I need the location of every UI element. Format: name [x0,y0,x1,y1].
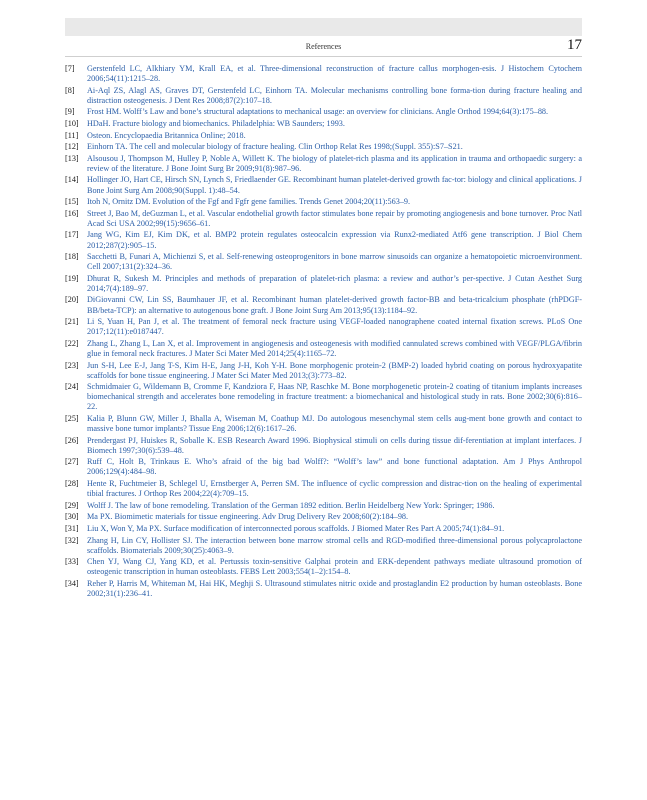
reference-number: [32] [65,535,79,545]
reference-link[interactable]: Zhang L, Zhang L, Lan X, et al. Improvement in angiogenesis and osteogenesis with modified cannulated screws combined with VEGF/PLGA/fibrin glue in femoral neck fractures. J Mater Sci Mater Med 2014;25(4):1165–72. [87,338,582,358]
reference-number: [25] [65,414,79,423]
reference-item [65,436,582,456]
reference-number: [34] [65,578,79,588]
reference-link[interactable]: Frost HM. Wolff’s Law and bone’s structural adaptations to mechanical usage: an overview for clinicians. Angle Orthod 1994;64(3):175–88. [87,107,549,117]
reference-item [65,64,582,84]
reference-link[interactable]: Itoh N, Ornitz DM. Evolution of the Fgf and Fgfr gene families. Trends Genet 2004;20(11):563–9. [87,197,411,207]
reference-item [65,295,582,315]
reference-link[interactable]: Ai-Aql ZS, Alagl AS, Graves DT, Gerstenfeld LC, Einhorn TA. Molecular mechanisms controlling bone forma-tion during fracture healing and distraction osteogenesis. J Dent Res 2008;87(2):107–18. [87,85,582,105]
page-header [65,36,582,57]
reference-number: [33] [65,557,79,567]
reference-item [65,579,582,599]
reference-number: [19] [65,273,79,283]
reference-item [65,230,582,250]
reference-item [65,512,582,522]
reference-link[interactable]: Jun S-H, Lee E-J, Jang T-S, Kim H-E, Jang J-H, Koh Y-H. Bone morphogenic protein-2 (BMP-2) loaded hybrid coating on porous hydroxyapatite scaffolds for bone tissue engineering. J Mater Sci Mater Med 2013;(3):773–82. [87,360,582,380]
header-band [65,18,582,36]
reference-number: [20] [65,295,79,305]
reference-link[interactable]: Liu X, Won Y, Ma PX. Surface modification of interconnected porous scaffolds. J Biomed Mater Res Part A 2005;74(1):84–91. [87,523,505,533]
reference-item [65,119,582,129]
reference-number: [18] [65,252,79,262]
reference-item [65,252,582,272]
reference-link[interactable]: Osteon. Encyclopaedia Britannica Online; 2018. [87,130,246,140]
reference-number: [28] [65,479,79,489]
reference-item [65,131,582,141]
reference-number: [21] [65,317,79,327]
reference-number: [30] [65,512,79,522]
reference-number: [8] [65,85,75,95]
reference-item [65,524,582,534]
reference-number: [14] [65,175,79,185]
reference-link[interactable]: Wolff J. The law of bone remodeling. Translation of the German 1892 edition. Berlin Heidelberg New York: Springer; 1986. [87,500,495,510]
reference-link[interactable]: Zhang H, Lin CY, Hollister SJ. The interaction between bone marrow stromal cells and RGD-modified three-dimensional porous polycaprolactone scaffolds. Biomaterials 2009;30(25):4063–9. [87,535,582,555]
reference-number: [11] [65,130,79,140]
reference-number: [26] [65,435,79,445]
reference-item [65,382,582,412]
reference-item [65,142,582,152]
reference-link[interactable]: Schmidmaier G, Wildemann B, Cromme F, Kandziora F, Haas NP, Raschke M. Bone morphogenetic protein-2 coating of titanium implants increases biomechanical strength and accelerates bone remodeling in fracture treatment: a biomechanical and histological study in rats. Bone 2002;30(6):816–22. [87,382,582,412]
reference-link[interactable]: Li S, Yuan H, Pan J, et al. The treatment of femoral neck fracture using VEGF-loaded nanographene coated internal fixation screws. PLoS One 2017;12(11):e0187447. [87,317,582,337]
reference-number: [9] [65,107,75,117]
reference-number: [24] [65,382,79,392]
reference-link[interactable]: Hollinger JO, Hart CE, Hirsch SN, Lynch S, Friedlaender GE. Recombinant human platelet-derived growth fac-tor: biology and clinical applications. J Bone Joint Surg Am 2008;90(Suppl. 1):48–54. [87,175,582,195]
reference-item [65,536,582,556]
reference-number: [29] [65,500,79,510]
reference-link[interactable]: Dhurat R, Sukesh M. Principles and methods of preparation of platelet-rich plasma: a review and author’s per-spective. J Cutan Aesthet Surg 2014;7(4):189–97. [87,273,582,293]
reference-item [65,209,582,229]
reference-item [65,86,582,106]
reference-item [65,361,582,381]
reference-item [65,479,582,499]
reference-number: [23] [65,360,79,370]
reference-link[interactable]: Einhorn TA. The cell and molecular biology of fracture healing. Clin Orthop Relat Res 1998;(Suppl. 355):S7–S21. [87,142,463,152]
reference-item [65,557,582,577]
reference-link[interactable]: Alsousou J, Thompson M, Hulley P, Noble A, Willett K. The biology of platelet-rich plasma and its application in trauma and orthopaedic surgery: a review of the literature. J Bone Joint Surg Br 2009;91(8):987–96. [87,153,582,173]
reference-item [65,107,582,117]
reference-link[interactable]: Jang WG, Kim EJ, Kim DK, et al. BMP2 protein regulates osteocalcin expression via Runx2-mediated Atf6 gene transcription. J Biol Chem 2012;287(2):905–15. [87,230,582,250]
reference-link[interactable]: Kalia P, Blunn GW, Miller J, Bhalla A, Wiseman M, Coathup MJ. Do autologous mesenchymal stem cells aug-ment bone growth and contact to massive bone tumor implants? Tissue Eng 2006;12(6):1617–26. [87,414,582,434]
reference-link[interactable]: HDaH. Fracture biology and biomechanics. Philadelphia: WB Saunders; 1993. [87,118,345,128]
reference-item [65,175,582,195]
reference-link[interactable]: Ma PX. Biomimetic materials for tissue engineering. Adv Drug Delivery Rev 2008;60(2):184–98. [87,512,409,522]
reference-link[interactable]: Street J, Bao M, deGuzman L, et al. Vascular endothelial growth factor stimulates bone repair by promoting angiogenesis and bone turnover. Proc Natl Acad Sci USA 2002;99(15):9656–61. [87,208,582,228]
reference-link[interactable]: Hente R, Fuchtmeier B, Schlegel U, Ernstberger A, Perren SM. The influence of cyclic compression and distrac-tion on the healing of experimental tibial fractures. J Orthop Res 2004;22(4):709–15. [87,479,582,499]
reference-item [65,317,582,337]
reference-number: [22] [65,338,79,348]
header-title: References [305,42,342,51]
reference-link[interactable]: Reher P, Harris M, Whiteman M, Hai HK, Meghji S. Ultrasound stimulates nitric oxide and prostaglandin E2 production by human osteoblasts. Bone 2002;31(1):236–41. [87,578,582,598]
page-number: 17 [567,37,582,53]
reference-link[interactable]: Chen YJ, Wang CJ, Yang KD, et al. Pertussis toxin-sensitive Galphai protein and ERK-dependent pathways mediate ultrasound promotion of osteogenic transcription in human osteoblasts. FEBS Lett 2003;554(1–2):154–8. [87,557,582,577]
reference-link[interactable]: DiGiovanni CW, Lin SS, Baumhauer JF, et al. Recombinant human platelet-derived growth factor-BB and beta-tricalcium phosphate (rhPDGF-BB/beta-TCP): an alternative to autogenous bone graft. J Bone Joint Surg Am 2013;95(13):1184–92. [87,295,582,315]
reference-number: [17] [65,230,79,240]
reference-item [65,457,582,477]
reference-number: [31] [65,523,79,533]
reference-link[interactable]: Sacchetti B, Funari A, Michienzi S, et al. Self-renewing osteoprogenitors in bone marrow sinusoids can organize a hematopoietic microenvironment. Cell 2007;131(2):324–36. [87,252,582,272]
reference-item [65,274,582,294]
reference-number: [10] [65,118,79,128]
reference-list [65,64,582,601]
reference-item [65,154,582,174]
reference-item [65,339,582,359]
reference-item [65,414,582,434]
reference-number: [7] [65,64,75,73]
reference-number: [15] [65,197,79,207]
reference-link[interactable]: Ruff C, Holt B, Trinkaus E. Who’s afraid of the big bad Wolff?: “Wolff’s law” and bone functional adaptation. Am J Phys Anthropol 2006;129(4):484–98. [87,457,582,477]
reference-item [65,197,582,207]
reference-number: [27] [65,457,79,467]
reference-number: [16] [65,208,79,218]
reference-link[interactable]: Gerstenfeld LC, Alkhiary YM, Krall EA, et al. Three-dimensional reconstruction of fracture callus morphogen-esis. J Histochem Cytochem 2006;54(11):1215–28. [87,64,582,84]
reference-number: [13] [65,153,79,163]
reference-item [65,501,582,511]
reference-number: [12] [65,142,79,152]
reference-link[interactable]: Prendergast PJ, Huiskes R, Soballe K. ESB Research Award 1996. Biophysical stimuli on cells during tissue dif-ferentiation at implant interfaces. J Biomech 1997;30(6):539–48. [87,435,582,455]
